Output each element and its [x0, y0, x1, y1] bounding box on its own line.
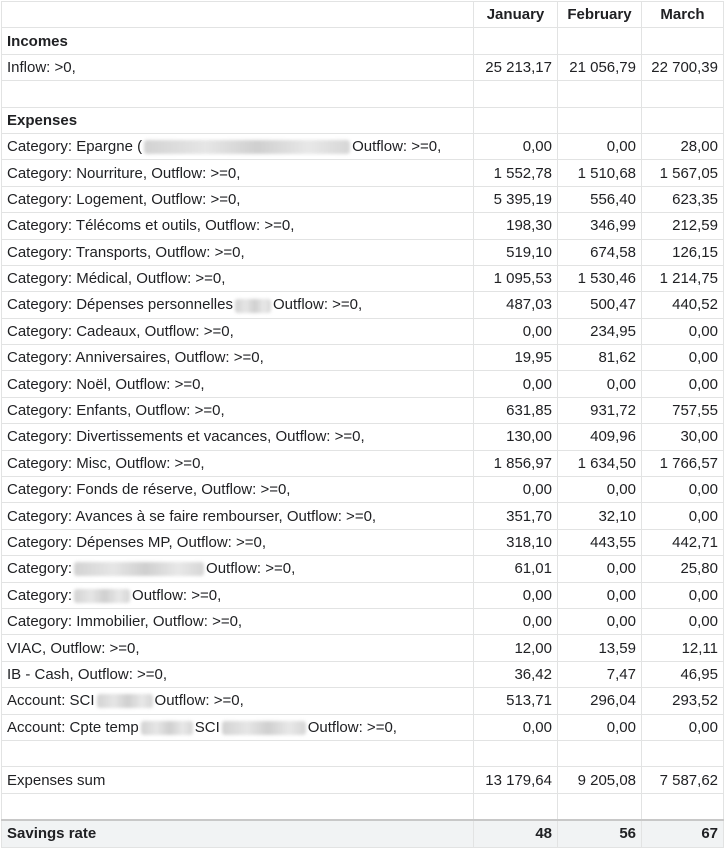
value-cell-march[interactable]: 126,15: [642, 239, 724, 265]
expense-row: [2, 371, 724, 397]
value-cell-march[interactable]: 440,52: [642, 292, 724, 318]
row-label[interactable]: Category: Transports, Outflow: >=0,: [2, 239, 474, 265]
value-cell-march[interactable]: 623,35: [642, 186, 724, 212]
value-cell-march[interactable]: 30,00: [642, 424, 724, 450]
empty-cell[interactable]: [642, 81, 724, 107]
value-cell-february[interactable]: 1 510,68: [558, 160, 642, 186]
value-cell-january[interactable]: 351,70: [474, 503, 558, 529]
value-cell-february[interactable]: 0,00: [558, 371, 642, 397]
expense-row: [2, 186, 724, 212]
value-cell-january[interactable]: 5 395,19: [474, 186, 558, 212]
expense-row: [2, 608, 724, 634]
value-cell-january[interactable]: 130,00: [474, 424, 558, 450]
expense-row: [2, 265, 724, 291]
row-label[interactable]: [2, 582, 474, 608]
redacted-text: [144, 140, 350, 154]
row-label[interactable]: [2, 556, 474, 582]
row-label-text: Outflow: >=0,: [154, 692, 244, 710]
value-cell-january[interactable]: 513,71: [474, 688, 558, 714]
redacted-text: [222, 721, 306, 735]
section-title-expenses[interactable]: Expenses: [2, 107, 474, 133]
empty-cell[interactable]: [642, 107, 724, 133]
blank-row: [2, 81, 724, 107]
value-cell-february[interactable]: 346,99: [558, 213, 642, 239]
empty-cell[interactable]: [474, 81, 558, 107]
value-cell-march[interactable]: 0,00: [642, 582, 724, 608]
expense-row: [2, 688, 724, 714]
empty-cell[interactable]: [2, 740, 474, 766]
value-cell-january[interactable]: 198,30: [474, 213, 558, 239]
value-cell-january[interactable]: 519,10: [474, 239, 558, 265]
value-cell-january[interactable]: 19,95: [474, 345, 558, 371]
value-cell-february[interactable]: 556,40: [558, 186, 642, 212]
value-cell-january[interactable]: 25 213,17: [474, 54, 558, 80]
row-label-text: Category: Epargne (: [7, 138, 143, 156]
empty-cell[interactable]: [558, 107, 642, 133]
expenses-sum-row: [2, 767, 724, 793]
empty-cell[interactable]: [558, 740, 642, 766]
row-label[interactable]: Category: Enfants, Outflow: >=0,: [2, 397, 474, 423]
value-cell-march[interactable]: 28,00: [642, 133, 724, 159]
value-cell-february[interactable]: 443,55: [558, 529, 642, 555]
value-cell-january[interactable]: 631,85: [474, 397, 558, 423]
value-cell-march[interactable]: 212,59: [642, 213, 724, 239]
value-cell-march[interactable]: 1 766,57: [642, 450, 724, 476]
empty-cell[interactable]: [642, 740, 724, 766]
value-cell-march[interactable]: 1 567,05: [642, 160, 724, 186]
value-cell-january[interactable]: 13 179,64: [474, 767, 558, 793]
value-cell-february[interactable]: 0,00: [558, 714, 642, 740]
value-cell-march[interactable]: 46,95: [642, 661, 724, 687]
row-label[interactable]: [2, 714, 474, 740]
value-cell-march[interactable]: 0,00: [642, 371, 724, 397]
value-cell-february[interactable]: 9 205,08: [558, 767, 642, 793]
row-label[interactable]: Savings rate: [2, 820, 474, 847]
expense-row: [2, 477, 724, 503]
empty-cell[interactable]: [474, 28, 558, 54]
header-cell-february[interactable]: February: [558, 2, 642, 28]
value-cell-february[interactable]: 7,47: [558, 661, 642, 687]
row-label[interactable]: [2, 133, 474, 159]
redacted-text: [74, 562, 204, 576]
value-cell-february[interactable]: 674,58: [558, 239, 642, 265]
row-label[interactable]: IB - Cash, Outflow: >=0,: [2, 661, 474, 687]
row-label[interactable]: Category: Avances à se faire rembourser, Outflow: >=0,: [2, 503, 474, 529]
row-label-text: Outflow: >=0,: [272, 296, 363, 314]
value-cell-february[interactable]: 32,10: [558, 503, 642, 529]
row-label[interactable]: Category: Médical, Outflow: >=0,: [2, 265, 474, 291]
row-label-text: Outflow: >=0,: [307, 718, 397, 736]
empty-cell[interactable]: [642, 28, 724, 54]
section-title-incomes[interactable]: Incomes: [2, 28, 474, 54]
value-cell-january[interactable]: 0,00: [474, 133, 558, 159]
expense-row: [2, 160, 724, 186]
row-label-text: Outflow: >=0,: [352, 138, 442, 156]
value-cell-february[interactable]: 0,00: [558, 582, 642, 608]
value-cell-january[interactable]: 1 552,78: [474, 160, 558, 186]
redacted-text: [97, 694, 153, 708]
value-cell-february[interactable]: 0,00: [558, 133, 642, 159]
value-cell-march[interactable]: 0,00: [642, 318, 724, 344]
row-label[interactable]: [2, 688, 474, 714]
row-label-text: Category:: [7, 586, 73, 604]
value-cell-february[interactable]: 409,96: [558, 424, 642, 450]
value-cell-january[interactable]: 0,00: [474, 582, 558, 608]
empty-cell[interactable]: [2, 81, 474, 107]
value-cell-january[interactable]: 318,10: [474, 529, 558, 555]
row-label[interactable]: Category: Anniversaires, Outflow: >=0,: [2, 345, 474, 371]
value-cell-january[interactable]: 61,01: [474, 556, 558, 582]
value-cell-february[interactable]: 931,72: [558, 397, 642, 423]
value-cell-january[interactable]: 0,00: [474, 477, 558, 503]
expense-row: [2, 213, 724, 239]
budget-spreadsheet: [1, 1, 724, 848]
header-row: [2, 2, 724, 28]
row-label[interactable]: Category: Fonds de réserve, Outflow: >=0,: [2, 477, 474, 503]
value-cell-march[interactable]: 0,00: [642, 608, 724, 634]
blank-row: [2, 793, 724, 820]
value-cell-january[interactable]: 0,00: [474, 318, 558, 344]
value-cell-march[interactable]: 22 700,39: [642, 54, 724, 80]
redacted-text: [141, 721, 193, 735]
savings-rate-row: [2, 820, 724, 847]
row-label[interactable]: [2, 292, 474, 318]
expense-rows: [2, 133, 724, 740]
expense-row: [2, 345, 724, 371]
value-cell-february[interactable]: 0,00: [558, 477, 642, 503]
expense-row: [2, 503, 724, 529]
expense-row: [2, 292, 724, 318]
row-label[interactable]: Category: Misc, Outflow: >=0,: [2, 450, 474, 476]
value-cell-february[interactable]: 296,04: [558, 688, 642, 714]
inflow-row: [2, 54, 724, 80]
value-cell-january[interactable]: 36,42: [474, 661, 558, 687]
row-label-text: Category:: [7, 560, 73, 578]
value-cell-march[interactable]: 1 214,75: [642, 265, 724, 291]
value-cell-february[interactable]: 21 056,79: [558, 54, 642, 80]
expense-row: [2, 239, 724, 265]
row-label[interactable]: Category: Logement, Outflow: >=0,: [2, 186, 474, 212]
value-cell-february[interactable]: 0,00: [558, 556, 642, 582]
row-label[interactable]: Expenses sum: [2, 767, 474, 793]
value-cell-february[interactable]: 234,95: [558, 318, 642, 344]
value-cell-february[interactable]: 0,00: [558, 608, 642, 634]
expense-row: [2, 582, 724, 608]
empty-cell[interactable]: [558, 28, 642, 54]
row-label[interactable]: Category: Noël, Outflow: >=0,: [2, 371, 474, 397]
expense-row: [2, 424, 724, 450]
expense-row: [2, 661, 724, 687]
value-cell-january[interactable]: 0,00: [474, 608, 558, 634]
row-label[interactable]: Inflow: >0,: [2, 54, 474, 80]
value-cell-march[interactable]: 7 587,62: [642, 767, 724, 793]
row-label-text: Outflow: >=0,: [206, 560, 296, 578]
redacted-text: [235, 299, 271, 313]
value-cell-march[interactable]: 442,71: [642, 529, 724, 555]
value-cell-march[interactable]: 0,00: [642, 345, 724, 371]
value-cell-march[interactable]: 12,11: [642, 635, 724, 661]
empty-cell[interactable]: [558, 81, 642, 107]
value-cell-march[interactable]: 0,00: [642, 714, 724, 740]
value-cell-february[interactable]: 1 530,46: [558, 265, 642, 291]
value-cell-march[interactable]: 0,00: [642, 503, 724, 529]
blank-row: [2, 740, 724, 766]
row-label[interactable]: VIAC, Outflow: >=0,: [2, 635, 474, 661]
incomes-section-row: [2, 28, 724, 54]
row-label[interactable]: Category: Divertissements et vacances, Outflow: >=0,: [2, 424, 474, 450]
value-cell-january[interactable]: 0,00: [474, 371, 558, 397]
expense-row: [2, 450, 724, 476]
row-label[interactable]: Category: Immobilier, Outflow: >=0,: [2, 608, 474, 634]
row-label-text: Account: Cpte temp: [7, 718, 139, 736]
value-cell-february[interactable]: 13,59: [558, 635, 642, 661]
header-cell-january[interactable]: January: [474, 2, 558, 28]
value-cell-january[interactable]: 12,00: [474, 635, 558, 661]
value-cell-march[interactable]: 67: [642, 820, 724, 847]
expense-row: [2, 133, 724, 159]
header-cell-label[interactable]: [2, 2, 474, 28]
row-label[interactable]: Category: Télécoms et outils, Outflow: >=0,: [2, 213, 474, 239]
row-label-text: Outflow: >=0,: [132, 586, 222, 604]
value-cell-january[interactable]: 0,00: [474, 714, 558, 740]
expense-row: [2, 714, 724, 740]
expense-row: [2, 397, 724, 423]
row-label-text: Account: SCI: [7, 692, 95, 710]
row-label[interactable]: Category: Dépenses MP, Outflow: >=0,: [2, 529, 474, 555]
value-cell-january[interactable]: 1 095,53: [474, 265, 558, 291]
row-label-text: SCI: [194, 718, 220, 736]
value-cell-march[interactable]: 293,52: [642, 688, 724, 714]
value-cell-march[interactable]: 25,80: [642, 556, 724, 582]
value-cell-february[interactable]: 81,62: [558, 345, 642, 371]
row-label[interactable]: Category: Nourriture, Outflow: >=0,: [2, 160, 474, 186]
expenses-section-row: [2, 107, 724, 133]
expense-row: [2, 635, 724, 661]
expense-row: [2, 529, 724, 555]
value-cell-march[interactable]: 0,00: [642, 477, 724, 503]
row-label-text: Category: Dépenses personnelles: [7, 296, 233, 314]
empty-cell[interactable]: [474, 107, 558, 133]
empty-cell[interactable]: [558, 793, 642, 820]
expense-row: [2, 318, 724, 344]
value-cell-february[interactable]: 56: [558, 820, 642, 847]
value-cell-february[interactable]: 1 634,50: [558, 450, 642, 476]
value-cell-january[interactable]: 48: [474, 820, 558, 847]
header-cell-march[interactable]: March: [642, 2, 724, 28]
redacted-text: [74, 589, 130, 603]
value-cell-march[interactable]: 757,55: [642, 397, 724, 423]
empty-cell[interactable]: [474, 740, 558, 766]
value-cell-january[interactable]: 1 856,97: [474, 450, 558, 476]
row-label[interactable]: Category: Cadeaux, Outflow: >=0,: [2, 318, 474, 344]
empty-cell[interactable]: [2, 793, 474, 820]
expense-row: [2, 556, 724, 582]
value-cell-february[interactable]: 500,47: [558, 292, 642, 318]
empty-cell[interactable]: [642, 793, 724, 820]
value-cell-january[interactable]: 487,03: [474, 292, 558, 318]
empty-cell[interactable]: [474, 793, 558, 820]
